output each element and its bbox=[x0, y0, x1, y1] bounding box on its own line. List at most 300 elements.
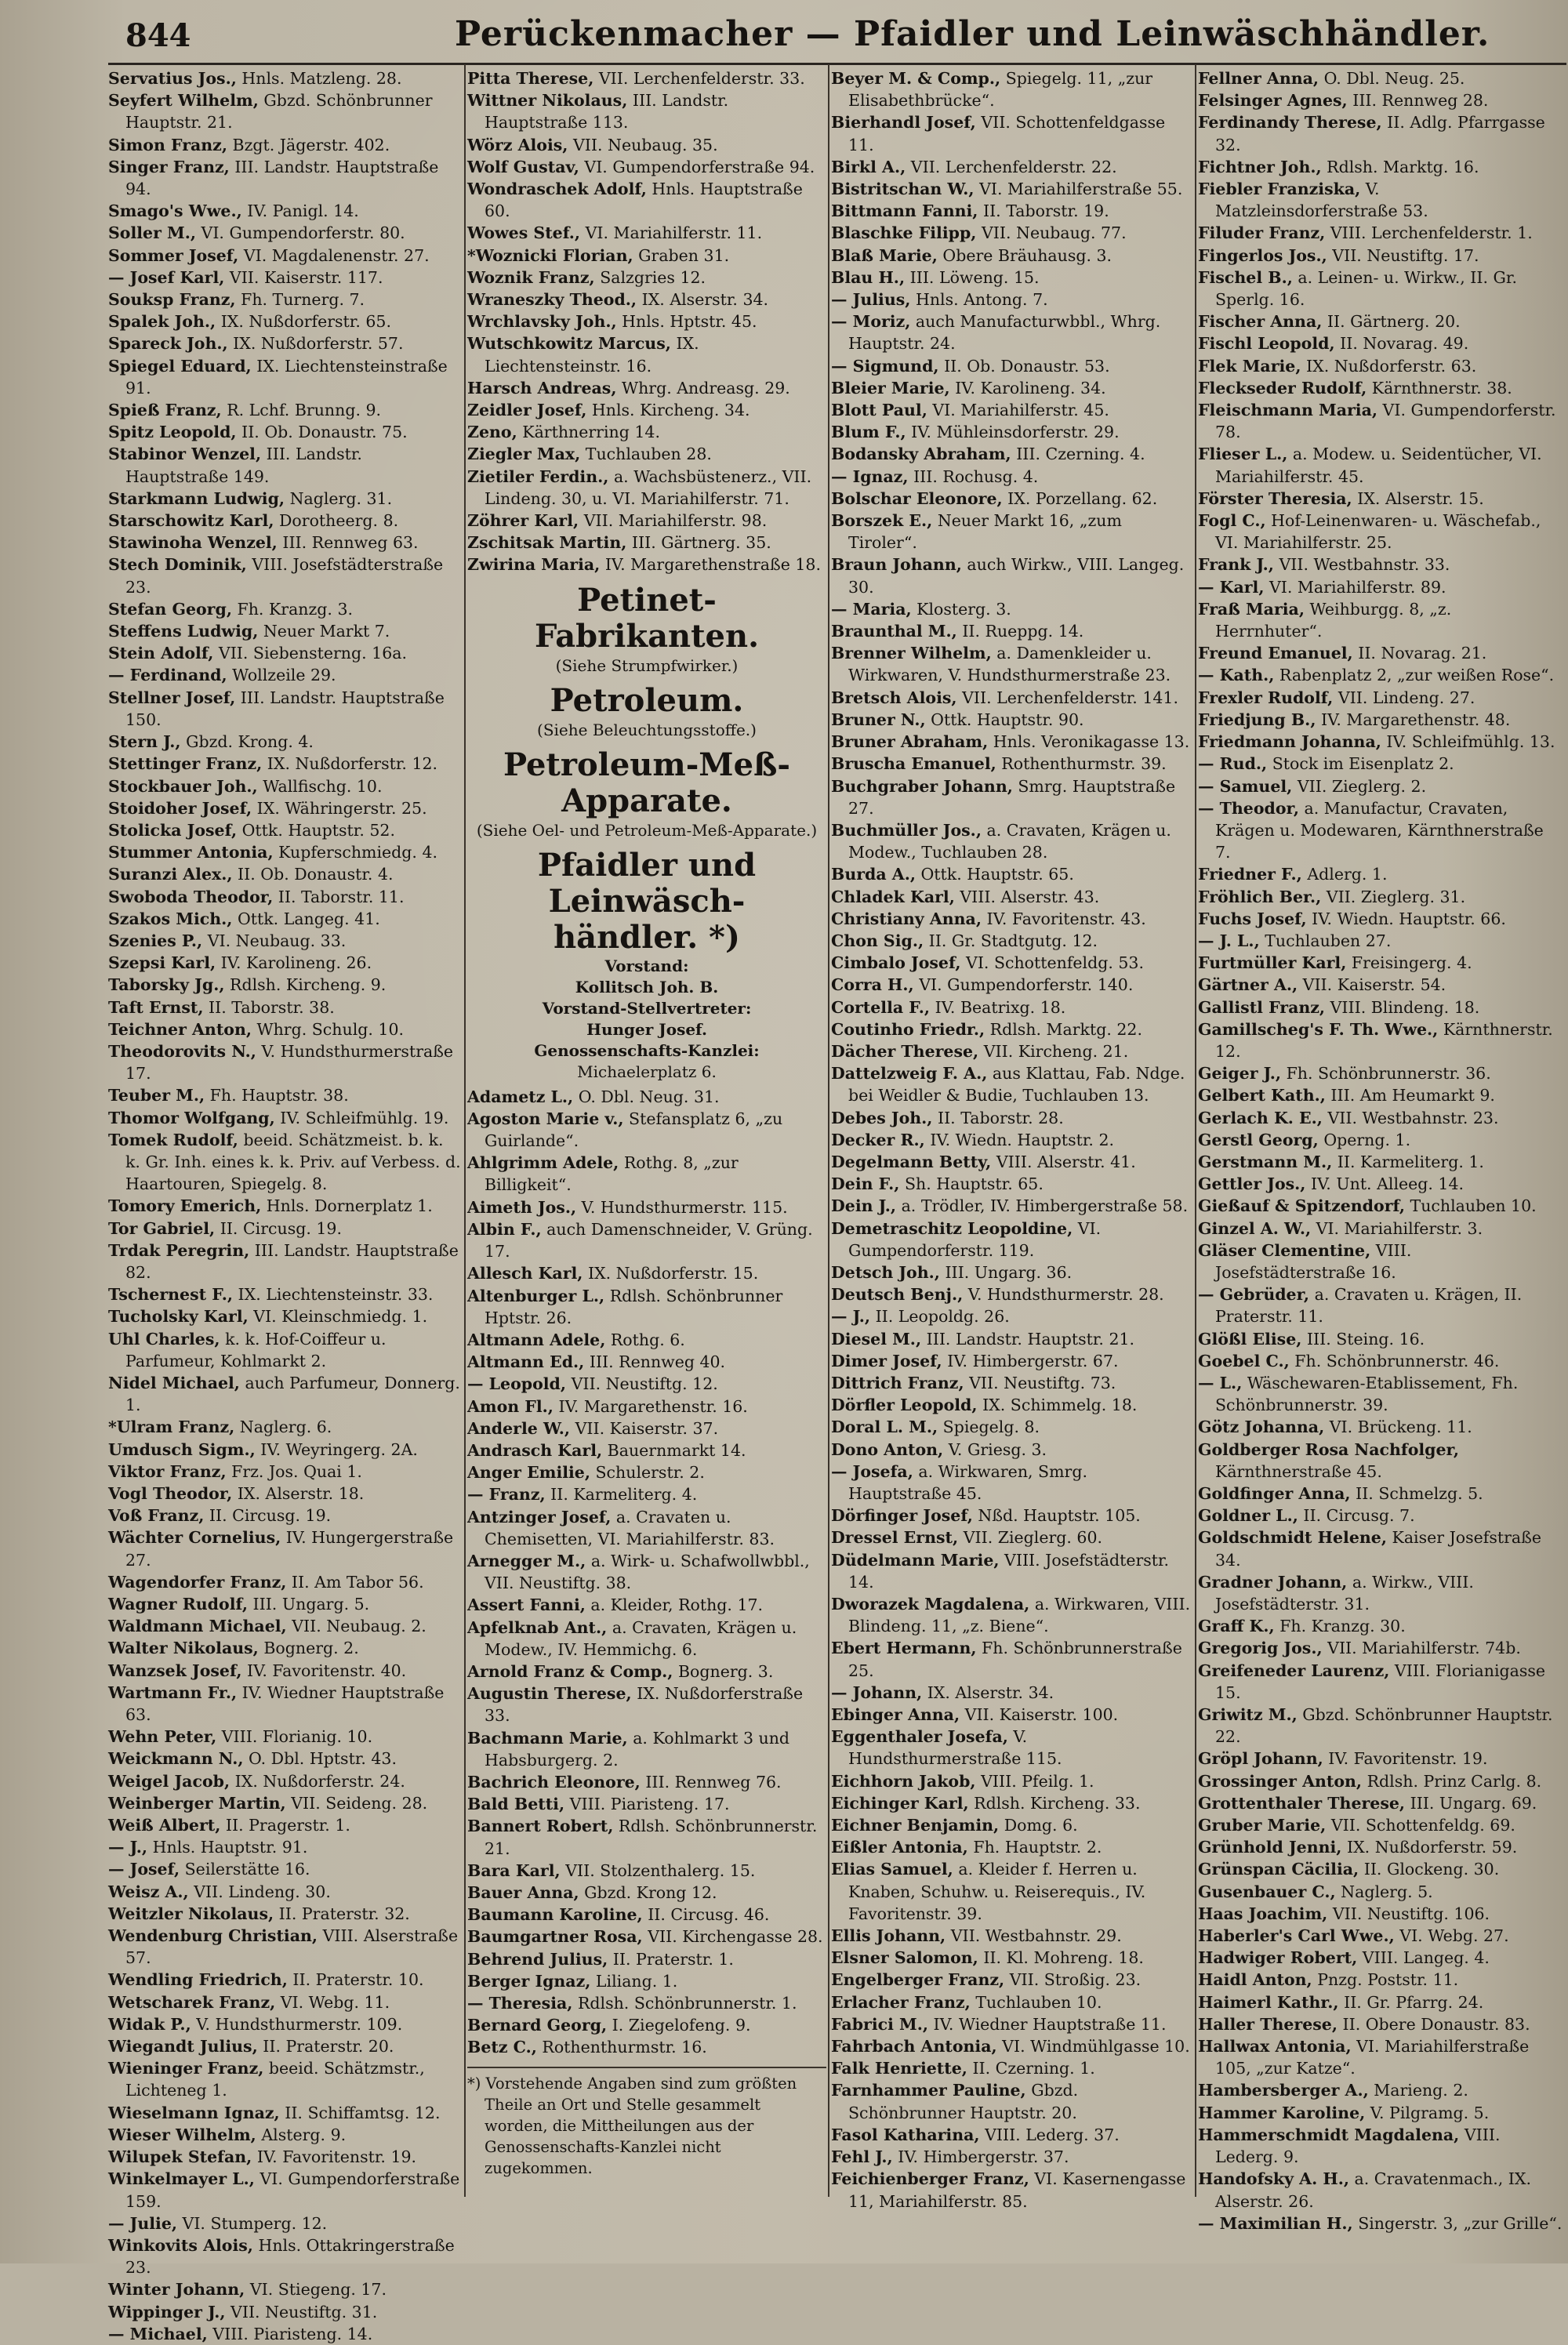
directory-entry bbox=[1198, 2168, 1563, 2212]
entry-name: Flek Marie, bbox=[1198, 356, 1301, 376]
entry-address: V. Pilgramg. 5. bbox=[1370, 2103, 1490, 2122]
entry-address: VI. Gumpendorferstraße 94. bbox=[584, 157, 815, 176]
entry-name: Blau H., bbox=[831, 267, 906, 287]
directory-entry bbox=[108, 908, 463, 930]
entry-address: IX. Alserstr. 34. bbox=[927, 1683, 1054, 1702]
entry-address: II. Novarag. 49. bbox=[1340, 334, 1469, 354]
directory-entry bbox=[108, 510, 463, 532]
vorstand-label: Vorstand: bbox=[604, 956, 689, 975]
entry-address: IX. Alserstr. 18. bbox=[237, 1484, 365, 1503]
directory-entry bbox=[831, 1195, 1192, 1217]
entry-address: IV. Margarethenstr. 48. bbox=[1321, 710, 1511, 729]
entry-name: Baumgartner Rosa, bbox=[467, 1927, 643, 1947]
directory-entry bbox=[831, 687, 1192, 709]
directory-entry bbox=[831, 2168, 1192, 2212]
entry-address: III. Löweng. 15. bbox=[909, 267, 1040, 287]
entry-name: — Ferdinand, bbox=[108, 666, 227, 685]
directory-entry bbox=[1198, 1925, 1563, 1947]
entry-name: Augustin Therese, bbox=[467, 1684, 632, 1704]
section-crossref: (Siehe Strumpfwirker.) bbox=[555, 655, 739, 675]
entry-address: Graben 31. bbox=[638, 245, 730, 265]
directory-entry bbox=[108, 310, 463, 332]
entry-address: VI. Stiegeng. 17. bbox=[249, 2280, 387, 2300]
entry-address: VII. Kirchengasse 28. bbox=[648, 1927, 823, 1947]
directory-entry bbox=[831, 886, 1192, 908]
entry-address: Naglerg. 31. bbox=[289, 488, 393, 508]
directory-entry bbox=[108, 2323, 463, 2345]
directory-entry bbox=[1198, 1637, 1563, 1659]
entry-name: — Maria, bbox=[831, 599, 912, 619]
entry-address: II. Leopoldg. 26. bbox=[875, 1307, 1010, 1327]
entry-name: Gallistl Franz, bbox=[1198, 997, 1326, 1017]
entry-name: Hambersberger A., bbox=[1198, 2081, 1369, 2100]
directory-entry bbox=[1198, 399, 1563, 443]
directory-entry bbox=[108, 2168, 463, 2212]
entry-name: Grünspan Cäcilia, bbox=[1198, 1860, 1359, 1879]
entry-address: Ottk. Hauptstr. 90. bbox=[931, 710, 1084, 729]
section-petroleum bbox=[467, 683, 826, 741]
directory-entry bbox=[1198, 1439, 1563, 1483]
section-petroleum-apparate bbox=[467, 747, 826, 841]
directory-entry bbox=[831, 1439, 1192, 1461]
entry-name: Fabrici M., bbox=[831, 2014, 929, 2034]
entry-name: Zietiler Ferdin., bbox=[467, 466, 609, 486]
directory-entry bbox=[831, 952, 1192, 974]
entry-address: II. Taborstr. 19. bbox=[982, 201, 1109, 221]
section-crossref: (Siehe Beleuchtungsstoffe.) bbox=[537, 720, 757, 739]
directory-entry bbox=[1198, 775, 1563, 797]
entry-name: Bernard Georg, bbox=[467, 2016, 608, 2035]
directory-entry bbox=[467, 1970, 826, 1992]
entry-address: VIII. Langeg. 4. bbox=[1362, 1948, 1490, 1968]
directory-entry bbox=[1198, 664, 1563, 686]
entry-name: Vogl Theodor, bbox=[108, 1484, 233, 1503]
directory-entry bbox=[1198, 642, 1563, 664]
entry-address: Whrg. Schulg. 10. bbox=[256, 1019, 405, 1039]
directory-entry bbox=[831, 996, 1192, 1018]
section-title-line1: Pfaidler und Leinwäsch- bbox=[537, 846, 757, 920]
entry-name: Wörz Alois, bbox=[467, 135, 568, 154]
directory-entry bbox=[108, 1240, 463, 1283]
directory-entry bbox=[467, 156, 826, 178]
directory-entry bbox=[831, 2035, 1192, 2057]
entry-address: Hnls. Veronikagasse 13. bbox=[993, 732, 1190, 752]
directory-entry bbox=[467, 1108, 826, 1152]
entry-address: a. Wirk- u. Schafwollwbbl., VII. Neustiftg. 38. bbox=[485, 1551, 810, 1593]
entry-address: VII. Zieglerg. 2. bbox=[1297, 776, 1427, 796]
directory-entry bbox=[831, 1394, 1192, 1416]
directory-entry bbox=[108, 1969, 463, 1991]
directory-entry bbox=[108, 134, 463, 156]
directory-entry bbox=[831, 1991, 1192, 2013]
directory-entry bbox=[1198, 443, 1563, 487]
column-4 bbox=[1198, 67, 1563, 2233]
directory-entry bbox=[831, 753, 1192, 775]
entry-name: Geiger J., bbox=[1198, 1064, 1282, 1084]
entry-address: Domg. 6. bbox=[1004, 1816, 1078, 1835]
directory-entry bbox=[1198, 2213, 1563, 2234]
entry-name: Eißler Antonia, bbox=[831, 1838, 968, 1857]
entry-address: III. Rochusg. 4. bbox=[913, 466, 1039, 486]
entry-name: Spalek Joh., bbox=[108, 312, 216, 332]
entry-address: Adlerg. 1. bbox=[1307, 865, 1388, 884]
entry-name: Trdak Peregrin, bbox=[108, 1240, 250, 1260]
entry-address: Wollzeile 29. bbox=[232, 666, 336, 685]
directory-entry bbox=[1198, 1881, 1563, 1903]
directory-entry bbox=[1198, 355, 1563, 377]
entry-address: a. Cravaten u. Chemisetten, VI. Mariahilferstr. 83. bbox=[485, 1507, 775, 1548]
directory-entry bbox=[1198, 1792, 1563, 1814]
section-petinet bbox=[467, 583, 826, 677]
directory-entry bbox=[831, 443, 1192, 465]
directory-entry bbox=[831, 488, 1192, 510]
entry-name: — Karl, bbox=[1198, 577, 1265, 597]
directory-entry bbox=[467, 1196, 826, 1218]
directory-entry bbox=[1198, 1218, 1563, 1240]
entry-name: Wehn Peter, bbox=[108, 1727, 217, 1747]
entry-name: Stoidoher Josef, bbox=[108, 798, 252, 818]
directory-entry bbox=[467, 289, 826, 310]
entry-name: Ebert Hermann, bbox=[831, 1639, 977, 1658]
entry-name: Chon Sig., bbox=[831, 931, 924, 950]
entry-name: Zöhrer Karl, bbox=[467, 511, 579, 531]
entry-address: Rothenthurmstr. 39. bbox=[1001, 754, 1167, 774]
entry-address: IX. Nußdorferstr. 65. bbox=[220, 312, 391, 332]
column-3 bbox=[831, 67, 1192, 2211]
directory-entry bbox=[831, 2124, 1192, 2146]
directory-entry bbox=[1198, 908, 1563, 930]
directory-entry bbox=[467, 222, 826, 244]
entry-address: Hnls. Hauptstr. 91. bbox=[152, 1838, 308, 1857]
entry-name: Souksp Franz, bbox=[108, 290, 236, 310]
directory-entry bbox=[831, 377, 1192, 399]
entry-name: Bauer Anna, bbox=[467, 1882, 579, 1902]
entry-name: — J., bbox=[831, 1307, 871, 1327]
entry-name: Bretsch Alois, bbox=[831, 688, 957, 707]
directory-entry bbox=[831, 819, 1192, 863]
entry-name: Fischel B., bbox=[1198, 267, 1293, 287]
column-1 bbox=[108, 67, 463, 2343]
directory-entry bbox=[108, 1814, 463, 1836]
directory-entry bbox=[1198, 1947, 1563, 1969]
entry-address: IX. Nußdorferstr. 57. bbox=[233, 334, 404, 354]
entry-name: — Leopold, bbox=[467, 1374, 567, 1394]
entry-address: II. Taborstr. 38. bbox=[209, 997, 335, 1017]
entry-address: II. Rueppg. 14. bbox=[962, 622, 1084, 641]
entry-name: Fiebler Franziska, bbox=[1198, 180, 1361, 199]
entry-name: Borszek E., bbox=[831, 511, 933, 531]
directory-entry bbox=[467, 510, 826, 532]
section-title-line2: händler. *) bbox=[554, 918, 740, 956]
directory-entry bbox=[831, 67, 1192, 111]
directory-entry bbox=[108, 2146, 463, 2168]
entry-name: Falk Henriette, bbox=[831, 2059, 967, 2078]
entry-name: Wittner Nikolaus, bbox=[467, 91, 628, 111]
entry-address: VIII. Alserstr. 43. bbox=[960, 887, 1100, 906]
entry-name: — Ignaz, bbox=[831, 466, 909, 486]
entry-address: Ottk. Hauptstr. 65. bbox=[920, 865, 1074, 884]
directory-entry bbox=[108, 1416, 463, 1438]
directory-entry bbox=[831, 1947, 1192, 1969]
entry-name: Agoston Marie v., bbox=[467, 1109, 624, 1128]
entry-address: III. Landstr. Hauptstraße 150. bbox=[125, 688, 445, 729]
directory-entry bbox=[831, 289, 1192, 310]
entry-name: Teichner Anton, bbox=[108, 1019, 252, 1039]
entry-address: III. Rennweg 28. bbox=[1352, 91, 1489, 111]
directory-entry bbox=[831, 1505, 1192, 1526]
entry-name: — Theresia, bbox=[467, 1994, 573, 2013]
entry-address: Bognerg. 2. bbox=[263, 1639, 359, 1658]
entry-name: Anderle W., bbox=[467, 1418, 571, 1438]
entry-address: Fh. Schönbrunnerstr. 46. bbox=[1294, 1351, 1500, 1370]
entry-name: Bruscha Emanuel, bbox=[831, 754, 996, 774]
entry-name: Dittrich Franz, bbox=[831, 1373, 964, 1392]
entry-name: Dein F., bbox=[831, 1174, 900, 1194]
entry-address: a. Manufactur, Cravaten, Krägen u. Modewaren, Kärnthnerstraße 7. bbox=[1215, 798, 1544, 862]
entry-address: VI. Gumpendorferstr. 119. bbox=[848, 1218, 1102, 1260]
entry-name: Zeno, bbox=[467, 423, 517, 442]
entry-address: auch Parfumeur, Donnerg. 1. bbox=[125, 1373, 460, 1415]
directory-entry bbox=[108, 1040, 463, 1084]
directory-entry bbox=[1198, 1372, 1563, 1416]
entry-name: Hallwax Antonia, bbox=[1198, 2037, 1352, 2056]
directory-entry bbox=[831, 1283, 1192, 1305]
entry-name: Wartmann Fr., bbox=[108, 1683, 238, 1702]
entry-address: VIII. Alserstr. 41. bbox=[996, 1152, 1136, 1171]
entry-address: II. Karmeliterg. 1. bbox=[1337, 1152, 1484, 1171]
directory-entry bbox=[467, 1727, 826, 1771]
entry-name: Friedner F., bbox=[1198, 865, 1302, 884]
entry-address: Hof-Leinenwaren- u. Wäschefab., VI. Mariahilferstr. 25. bbox=[1215, 511, 1541, 553]
directory-entry bbox=[108, 1571, 463, 1593]
directory-entry bbox=[831, 863, 1192, 885]
directory-entry bbox=[467, 1396, 826, 1418]
directory-entry bbox=[831, 731, 1192, 753]
entry-name: Haidl Anton, bbox=[1198, 1970, 1312, 1990]
directory-entry bbox=[1198, 1969, 1563, 1991]
entry-address: a. Wirkwaren, Smrg. Hauptstraße 45. bbox=[848, 1461, 1087, 1503]
entry-address: VII. Neustiftg. 106. bbox=[1332, 1904, 1490, 1923]
entry-name: Widak P., bbox=[108, 2014, 191, 2034]
entry-address: a. Trödler, IV. Himbergerstraße 58. bbox=[901, 1196, 1189, 1216]
entry-name: Demetraschitz Leopoldine, bbox=[831, 1218, 1073, 1238]
directory-entry bbox=[467, 332, 826, 376]
directory-entry bbox=[108, 2057, 463, 2101]
entry-address: VI. Schottenfeldg. 53. bbox=[966, 953, 1144, 973]
directory-entry bbox=[108, 245, 463, 267]
entry-name: Fischl Leopold, bbox=[1198, 334, 1335, 354]
entry-name: — Franz, bbox=[467, 1485, 546, 1505]
entry-name: — Rud., bbox=[1198, 754, 1268, 774]
entry-address: auch Damenschneider, V. Grüng. 17. bbox=[485, 1219, 813, 1261]
entry-address: VIII. Lederg. 9. bbox=[1215, 2125, 1501, 2167]
entry-address: II. Czerning. 1. bbox=[972, 2059, 1095, 2078]
entry-name: Wagendorfer Franz, bbox=[108, 1572, 287, 1592]
entry-address: beeid. Schätzmeist. b. k. k. Gr. Inh. eines k. k. Priv. auf Verbess. d. Haartouren, Spiegelg. 8. bbox=[125, 1130, 461, 1194]
entry-address: Bognerg. 3. bbox=[677, 1661, 774, 1681]
entry-name: Dein J., bbox=[831, 1196, 897, 1216]
entry-name: Goldschmidt Helene, bbox=[1198, 1528, 1387, 1548]
entry-address: IX. Schimmelg. 18. bbox=[982, 1396, 1138, 1415]
entry-name: Gelbert Kath., bbox=[1198, 1086, 1326, 1105]
entry-address: VII. Lindeng. 30. bbox=[194, 1882, 331, 1901]
directory-entry bbox=[108, 399, 463, 421]
entry-address: IV. Margarethenstraße 18. bbox=[604, 555, 821, 575]
entry-address: a. Kleider, Rothg. 17. bbox=[590, 1595, 764, 1615]
directory-entry bbox=[108, 1195, 463, 1217]
directory-entry bbox=[1198, 1084, 1563, 1106]
entry-name: Uhl Charles, bbox=[108, 1329, 220, 1349]
entry-name: Dächer Therese, bbox=[831, 1041, 979, 1061]
directory-entry bbox=[1198, 952, 1563, 974]
entry-address: IV. Favoritenstr. 43. bbox=[986, 909, 1146, 928]
entry-name: Arnegger M., bbox=[467, 1551, 586, 1570]
column-divider bbox=[464, 64, 466, 2197]
directory-entry bbox=[467, 89, 826, 133]
entry-name: Smago's Wwe., bbox=[108, 201, 242, 221]
entry-name: Ferdinandy Therese, bbox=[1198, 113, 1382, 132]
entry-name: Coutinho Friedr., bbox=[831, 1019, 985, 1039]
entry-name: Wieser Wilhelm, bbox=[108, 2125, 256, 2144]
directory-entry bbox=[1198, 996, 1563, 1018]
entry-name: Zeidler Josef, bbox=[467, 401, 587, 420]
directory-entry bbox=[108, 1615, 463, 1637]
entry-address: VI. Brückeng. 11. bbox=[1329, 1418, 1472, 1437]
entry-address: III. Ungarg. 69. bbox=[1410, 1793, 1537, 1813]
entry-name: Dimer Josef, bbox=[831, 1351, 942, 1370]
entry-list-bottom bbox=[467, 1086, 826, 2059]
entry-address: Hnls. Ottakringerstraße 23. bbox=[125, 2235, 455, 2278]
entry-address: Rabenplatz 2, „zur weißen Rose“. bbox=[1279, 666, 1555, 685]
section-pfaidler bbox=[467, 848, 826, 1083]
entry-name: Friedjung B., bbox=[1198, 710, 1316, 729]
entry-name: Feichienberger Franz, bbox=[831, 2169, 1029, 2189]
entry-address: beeid. Schätzmstr., Lichteneg 1. bbox=[125, 2059, 425, 2100]
directory-entry bbox=[108, 1593, 463, 1615]
directory-entry bbox=[108, 775, 463, 797]
entry-name: Wetscharek Franz, bbox=[108, 1992, 276, 2012]
entry-address: IX. Liechtensteinstr. 16. bbox=[485, 334, 699, 376]
entry-address: Neuer Markt 7. bbox=[263, 622, 390, 641]
entry-name: Braun Johann, bbox=[831, 555, 962, 575]
directory-entry bbox=[108, 2035, 463, 2057]
entry-name: Weickmann N., bbox=[108, 1749, 244, 1769]
entry-name: Burda A., bbox=[831, 865, 916, 884]
entry-address: Rothg. 6. bbox=[610, 1330, 685, 1349]
directory-entry bbox=[108, 1858, 463, 1880]
entry-name: Wiegandt Julius, bbox=[108, 2037, 258, 2056]
entry-name: Eggenthaler Josefa, bbox=[831, 1727, 1008, 1747]
entry-name: Dono Anton, bbox=[831, 1439, 944, 1459]
entry-name: Greifeneder Laurenz, bbox=[1198, 1661, 1390, 1680]
entry-name: — Maximilian H., bbox=[1198, 2213, 1353, 2233]
directory-entry bbox=[467, 1461, 826, 1483]
entry-name: Eichinger Karl, bbox=[831, 1793, 969, 1813]
entry-address: VII. Schottenfeldg. 69. bbox=[1330, 1816, 1515, 1835]
entry-address: Stefansplatz 6, „zu Guirlande“. bbox=[485, 1109, 783, 1151]
entry-name: Christiany Anna, bbox=[831, 909, 982, 928]
entry-name: Eichhorn Jakob, bbox=[831, 1771, 976, 1791]
directory-entry bbox=[467, 443, 826, 465]
entry-address: a. Wachsbüstenerz., VII. Lindeng. 30, u. VI. Mariahilferstr. 71. bbox=[485, 466, 812, 508]
entry-name: Fleischmann Maria, bbox=[1198, 401, 1378, 420]
directory-entry bbox=[108, 2124, 463, 2146]
directory-entry bbox=[831, 111, 1192, 155]
directory-entry bbox=[108, 1461, 463, 1483]
directory-entry bbox=[1198, 1107, 1563, 1129]
entry-address: Salzgries 12. bbox=[600, 267, 706, 287]
entry-address: Rdlsh. Marktg. 16. bbox=[1327, 157, 1479, 176]
entry-address: Hnls. Kircheng. 34. bbox=[591, 401, 750, 420]
entry-address: Weihburgg. 8, „z. Herrnhuter“. bbox=[1215, 599, 1452, 641]
entry-name: Gregorig Jos., bbox=[1198, 1639, 1323, 1658]
directory-entry bbox=[1198, 1173, 1563, 1195]
entry-address: V. Hundsthurmerstr. 109. bbox=[196, 2014, 403, 2034]
entry-name: Fehl J., bbox=[831, 2147, 893, 2167]
column-2 bbox=[467, 67, 826, 2192]
directory-entry bbox=[467, 1262, 826, 1284]
directory-entry bbox=[467, 1483, 826, 1505]
directory-entry bbox=[1198, 1151, 1563, 1173]
entry-address: Fh. Turnerg. 7. bbox=[241, 290, 365, 310]
directory-entry bbox=[831, 598, 1192, 620]
directory-entry bbox=[1198, 488, 1563, 510]
directory-entry bbox=[831, 222, 1192, 244]
entry-name: Flieser L., bbox=[1198, 445, 1288, 464]
entry-name: Pitta Therese, bbox=[467, 69, 594, 88]
entry-name: Diesel M., bbox=[831, 1329, 922, 1349]
entry-name: Winter Johann, bbox=[108, 2280, 245, 2300]
entry-address: VI. Mariahilferstr. 45. bbox=[932, 401, 1109, 420]
entry-address: V. Hundsthurmerstr. 28. bbox=[967, 1285, 1164, 1305]
directory-entry bbox=[108, 355, 463, 399]
entry-name: Wendling Friedrich, bbox=[108, 1970, 288, 1990]
entry-address: VI. Stumperg. 12. bbox=[182, 2213, 328, 2233]
entry-address: IX. Nußdorferstr. 63. bbox=[1306, 356, 1477, 376]
entry-name: Dattelzweig F. A., bbox=[831, 1064, 988, 1084]
entry-address: aus Klattau, Fab. Ndge. bei Weidler & Budie, Tuchlauben 13. bbox=[848, 1064, 1185, 1105]
entry-address: Rothenthurmstr. 16. bbox=[542, 2038, 707, 2057]
directory-entry bbox=[1198, 1770, 1563, 1792]
entry-name: Gerstmann M., bbox=[1198, 1152, 1333, 1171]
entry-name: Goldfinger Anna, bbox=[1198, 1484, 1351, 1503]
entry-name: — Julie, bbox=[108, 2213, 177, 2233]
directory-entry bbox=[467, 1550, 826, 1594]
entry-name: Ahlgrimm Adele, bbox=[467, 1153, 619, 1173]
section-crossref: (Siehe Oel- und Petroleum-Meß-Apparate.) bbox=[476, 820, 818, 840]
directory-entry bbox=[108, 332, 463, 354]
entry-name: Voß Franz, bbox=[108, 1506, 205, 1526]
entry-name: Fleckseder Rudolf, bbox=[1198, 378, 1367, 397]
entry-name: Altmann Adele, bbox=[467, 1330, 606, 1349]
entry-name: Betz C., bbox=[467, 2038, 537, 2057]
entry-address: R. Lchf. Brunng. 9. bbox=[227, 401, 382, 420]
directory-entry bbox=[831, 1151, 1192, 1173]
directory-entry bbox=[831, 1704, 1192, 1726]
entry-address: VIII. Lederg. 37. bbox=[985, 2125, 1120, 2144]
directory-entry bbox=[1198, 1615, 1563, 1637]
entry-name: Antzinger Josef, bbox=[467, 1507, 612, 1526]
entry-name: Bierhandl Josef, bbox=[831, 113, 976, 132]
directory-entry bbox=[467, 1617, 826, 1661]
directory-entry bbox=[1198, 267, 1563, 310]
entry-name: Assert Fanni, bbox=[467, 1595, 586, 1615]
section-title: Petroleum. bbox=[550, 681, 744, 719]
entry-address: VII. Kaiserstr. 54. bbox=[1302, 975, 1446, 995]
entry-address: Kärnthnerstraße 45. bbox=[1215, 1461, 1382, 1481]
entry-address: Kärnthnerstr. 12. bbox=[1215, 1019, 1553, 1061]
entry-address: Rdlsh. Schönbrunnerstr. 21. bbox=[485, 1817, 818, 1858]
